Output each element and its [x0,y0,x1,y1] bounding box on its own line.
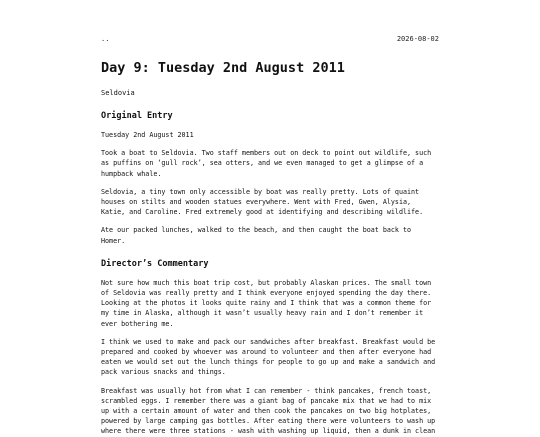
page-date: 2026-08-02 [396,35,439,43]
entry-paragraph: Ate our packed lunches, walked to the beach, and then caught the boat back to Homer. [101,226,412,245]
parent-directory-link[interactable]: .. [101,35,110,43]
original-entry-heading: Original Entry [101,111,173,121]
location-subtitle: Seldovia [101,89,135,97]
commentary-paragraph: Not sure how much this boat trip cost, but probably Alaskan prices. The small town of Seldovia was really pretty and I think everyone enjoyed spending the day there. Looking at the photos it looks quite rainy and I think that was a common theme for my time in Alaska, although it wasn’t usually heavy rain and I don’t remember it ever bothering me. [101,278,432,328]
page-title: Day 9: Tuesday 2nd August 2011 [101,60,345,76]
entry-paragraph: Seldovia, a tiny town only accessible by boat was really pretty. Lots of quaint houses on stilts and wooden statues everywhere. Went with Fred, Gwen, Alysia, Katie, and Caroline. Fred extremely good at identifying and describing wildlife. [101,187,424,217]
article [101,59,441,437]
commentary-heading: Director’s Commentary [101,258,209,269]
commentary-paragraph: Breakfast was usually hot from what I can remember - think pancakes, french toast, scrambled eggs. I remember there was a giant bag of pancake mix that we had to mix up with a certain amount of water and then cook the pancakes on two big hotplates, powered by large camping gas bottles. After eating there were volunteers to wash up where there were three stations - wash with washing up liquid, then a dunk in clean [101,386,436,436]
top-bar [101,34,439,44]
commentary-paragraph: I think we used to make and pack our sandwiches after breakfast. Breakfast would be prepared and cooked by whoever was around to volunteer and then after everyone had eaten we would set out the lunch things for people to go up and make a sandwich and pack various snacks and things. [101,337,436,377]
entry-date: Tuesday 2nd August 2011 [101,131,194,139]
entry-paragraph: Took a boat to Seldovia. Two staff members out on deck to point out wildlife, such as puffins on ‘gull rock’, sea otters, and we even managed to get a glimpse of a humpback whale. [101,149,432,178]
